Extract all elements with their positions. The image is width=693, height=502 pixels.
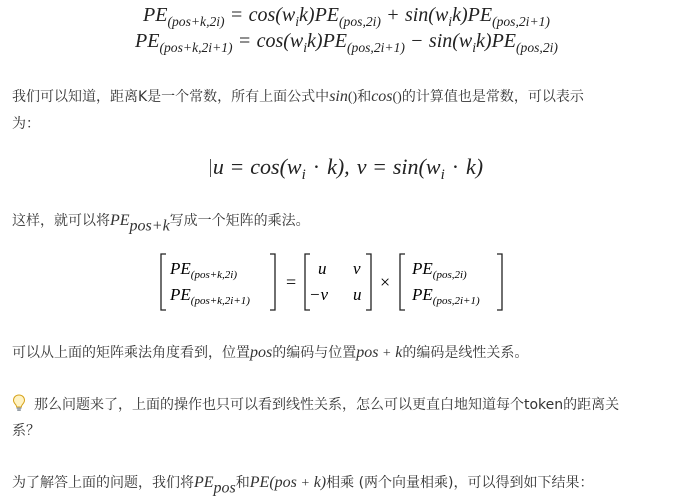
lightbulb-icon bbox=[12, 394, 26, 412]
paragraph-constants: 我们可以知道，距离K是一个常数，所有上面公式中sin()和cos()的计算值也是常数，可以表示 为： bbox=[12, 88, 584, 132]
equation-uv: $u = \cos(w_i \cdot k)$, $v = \sin(w_i \cdot k)$ bbox=[0, 152, 693, 190]
left-vector-bracket-right bbox=[270, 254, 275, 310]
matrix-cell-22: u bbox=[353, 285, 362, 304]
left-vector-bracket-left bbox=[161, 254, 166, 310]
matrix-cell-11: u bbox=[318, 259, 327, 278]
left-vector-top: $PE_{(pos+k,2i)}$ bbox=[170, 259, 237, 281]
paragraph-linear-relation: 可以从上面的矩阵乘法角度看到，位置pos的编码与位置pos + k的编码是线性关系。 bbox=[12, 344, 529, 361]
equation-pe-odd: $PE_{(pos+k,2i+1)} = \cos(w_ik)PE_{(pos,2i+1)} - \sin(w_ik)PE_{(pos,2i)}$ bbox=[135, 30, 558, 55]
text-cursor bbox=[210, 159, 211, 177]
equals-sign: = bbox=[286, 272, 297, 292]
matrix-cell-21: −v bbox=[309, 285, 329, 304]
matrix-equation bbox=[158, 252, 538, 312]
right-vector-bottom: $PE_{(pos,2i+1)}$ bbox=[412, 285, 480, 307]
left-vector-bottom: $PE_{(pos+k,2i+1)}$ bbox=[170, 285, 250, 307]
matrix-bracket-right bbox=[366, 254, 371, 310]
right-vector-top: $PE_{(pos,2i)}$ bbox=[412, 259, 467, 281]
paragraph-dot-product: 为了解答上面的问题，我们将PEpos和PE(pos + k)相乘 (两个向量相乘)，可以得到如下结果： bbox=[12, 474, 594, 497]
equation-pe-even: $PE_{(pos+k,2i)} = \cos(w_ik)PE_{(pos,2i)} + \sin(w_ik)PE_{(pos,2i+1)}$ bbox=[143, 4, 550, 29]
right-vector-bracket-left bbox=[400, 254, 405, 310]
right-vector-bracket-right bbox=[497, 254, 502, 310]
paragraph-matrix-intro: 这样，就可以将PEpos+k写成一个矩阵的乘法。 bbox=[12, 212, 310, 235]
matrix-cell-12: v bbox=[353, 259, 361, 278]
times-sign: × bbox=[380, 272, 391, 292]
paragraph-question: 那么问题来了，上面的操作也只可以看到线性关系，怎么可以更直白地知道每个token的距离关 系？ bbox=[12, 392, 688, 444]
